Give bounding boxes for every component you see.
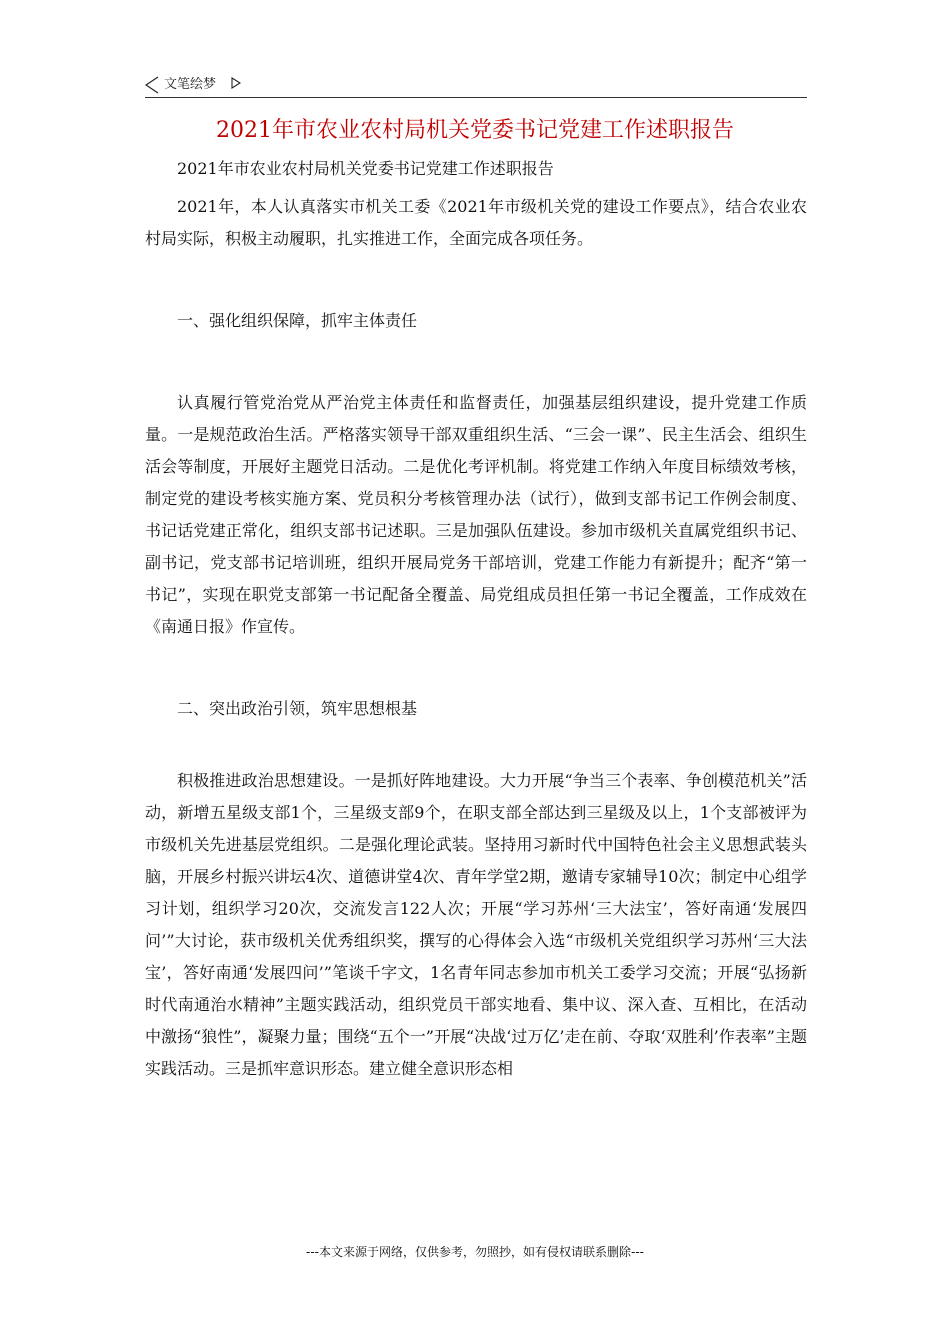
section-heading-1: 一、强化组织保障，抓牢主体责任 (177, 311, 418, 330)
section-heading-2: 二、突出政治引领，筑牢思想根基 (177, 699, 418, 718)
spacer (145, 337, 807, 387)
header-brand: 文笔绘梦 (164, 77, 217, 92)
spacer (145, 643, 807, 693)
spacer (145, 725, 807, 765)
section-body-1: 认真履行管党治党从严治党主体责任和监督责任，加强基层组织建设，提升党建工作质量。一是规范政治生活。严格落实领导干部双重组织生活、“三会一课”、民主生活会、组织生活会等制度，开展好主题党日活动。二是优化考评机制。将党建工作纳入年度目标绩效考核，制定党的建设考核实施方案、党员积分考核管理办法（试行），做到支部书记工作例会制度、书记话党建正常化，组织支部书记述职。三是加强队伍建设。参加市级机关直属党组织书记、副书记，党支部书记培训班，组织开展局党务干部培训，党建工作能力有新提升；配齐“第一书记”，实现在职党支部第一书记配备全覆盖、局党组成员担任第一书记全覆盖，工作成效在《南通日报》作宣传。 (145, 393, 807, 636)
right-triangle-icon (231, 77, 241, 89)
document-header (145, 76, 807, 98)
footer-disclaimer: ---本文来源于网络，仅供参考，勿照抄，如有侵权请联系删除--- (306, 1245, 644, 1259)
header-divider (145, 97, 807, 98)
document-subtitle: 2021年市农业农村局机关党委书记党建工作述职报告 (177, 159, 554, 178)
section-body-2: 积极推进政治思想建设。一是抓好阵地建设。大力开展“争当三个表率、争创模范机关”活动，新增五星级支部1个，三星级支部9个，在职支部全部达到三星级及以上，1个支部被评为市级机关先进基层党组织。二是强化理论武装。坚持用习新时代中国特色社会主义思想武装头脑，开展乡村振兴讲坛4次、道德讲堂4次、青年学堂2期，邀请专家辅导10次；制定中心组学习计划，组织学习20次，交流发言122人次；开展“学习苏州‘三大法宝’，答好南通‘发展四问’”大讨论，获市级机关优秀组织奖，撰写的心得体会入选“市级机关党组织学习苏州‘三大法宝’，答好南通‘发展四问’”笔谈千字文，1名青年同志参加市机关工委学习交流；开展“弘扬新时代南通治水精神”主题实践活动，组织党员干部实地看、集中议、深入查、互相比，在活动中激扬“狼性”，凝聚力量；围绕“五个一”开展“决战‘过万亿’走在前、夺取‘双胜利’作表率”主题实践活动。三是抓牢意识形态。建立健全意识形态相 (145, 771, 807, 1078)
intro-paragraph: 2021年，本人认真落实市机关工委《2021年市级机关党的建设工作要点》，结合农业农村局实际，积极主动履职，扎实推进工作，全面完成各项任务。 (145, 197, 807, 248)
spacer (145, 255, 807, 305)
left-triangle-icon (145, 76, 159, 94)
document-title: 2021年市农业农村局机关党委书记党建工作述职报告 (216, 118, 734, 143)
document-body (145, 153, 807, 1085)
